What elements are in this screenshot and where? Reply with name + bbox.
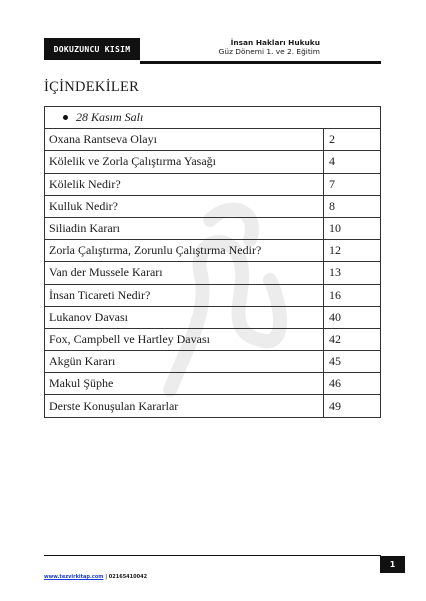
toc-row (45, 395, 381, 417)
toc-entry-label: Zorla Çalıştırma, Zorunlu Çalıştırma Nedir? (45, 240, 324, 262)
toc-row (45, 284, 381, 306)
toc-entry-page: 49 (324, 395, 381, 417)
toc-row (45, 173, 381, 195)
toc-row (45, 351, 381, 373)
course-title: İnsan Hakları Hukuku (230, 38, 320, 47)
toc-entry-page: 16 (324, 284, 381, 306)
toc-row (45, 373, 381, 395)
page-number: 1 (380, 556, 405, 573)
page-title: İÇİNDEKİLER (44, 79, 140, 95)
toc-entry-page: 45 (324, 351, 381, 373)
toc-row (45, 306, 381, 328)
toc-row (45, 151, 381, 173)
toc-entry-label: Van der Mussele Kararı (45, 262, 324, 284)
footer-contact (44, 574, 147, 580)
toc-entry-label: Akgün Kararı (45, 351, 324, 373)
footer-phone: 02165410042 (108, 574, 148, 580)
toc-entry-label: Kulluk Nedir? (45, 195, 324, 217)
bullet-icon (63, 115, 68, 120)
toc-entry-page: 42 (324, 328, 381, 350)
toc-entry-label: İnsan Ticareti Nedir? (45, 284, 324, 306)
toc-entry-page: 12 (324, 240, 381, 262)
toc-entry-label: Siliadin Kararı (45, 217, 324, 239)
toc-section-cell (45, 107, 381, 129)
toc-entry-page: 8 (324, 195, 381, 217)
toc-row (45, 240, 381, 262)
footer-website-link[interactable]: www.tezvirkitap.com (44, 574, 104, 580)
toc-entry-page: 2 (324, 129, 381, 151)
toc-entry-label: Oxana Rantseva Olayı (45, 129, 324, 151)
toc-entry-page: 46 (324, 373, 381, 395)
toc-entry-label: Kölelik Nedir? (45, 173, 324, 195)
toc-entry-label: Lukanov Davası (45, 306, 324, 328)
toc-entry-label: Derste Konuşulan Kararlar (45, 395, 324, 417)
toc-entry-label: Makul Şüphe (45, 373, 324, 395)
toc-entry-label: Kölelik ve Zorla Çalıştırma Yasağı (45, 151, 324, 173)
toc-entry-page: 13 (324, 262, 381, 284)
course-header (190, 38, 320, 56)
toc-row (45, 262, 381, 284)
toc-entry-page: 7 (324, 173, 381, 195)
toc-row (45, 195, 381, 217)
header-rule (140, 61, 381, 64)
toc-entry-label: Fox, Campbell ve Hartley Davası (45, 328, 324, 350)
chapter-label: DOKUZUNCU KISIM (44, 38, 140, 60)
footer-rule (44, 555, 381, 556)
toc-entry-page: 4 (324, 151, 381, 173)
toc-entry-page: 10 (324, 217, 381, 239)
footer-separator: | (103, 574, 109, 580)
toc-entry-page: 40 (324, 306, 381, 328)
toc-section-row (45, 107, 381, 129)
toc-row (45, 217, 381, 239)
toc-row (45, 328, 381, 350)
toc-row (45, 129, 381, 151)
toc-section-label: 28 Kasım Salı (76, 110, 144, 125)
course-subtitle: Güz Dönemi 1. ve 2. Eğitim (218, 47, 320, 56)
table-of-contents (44, 106, 381, 418)
